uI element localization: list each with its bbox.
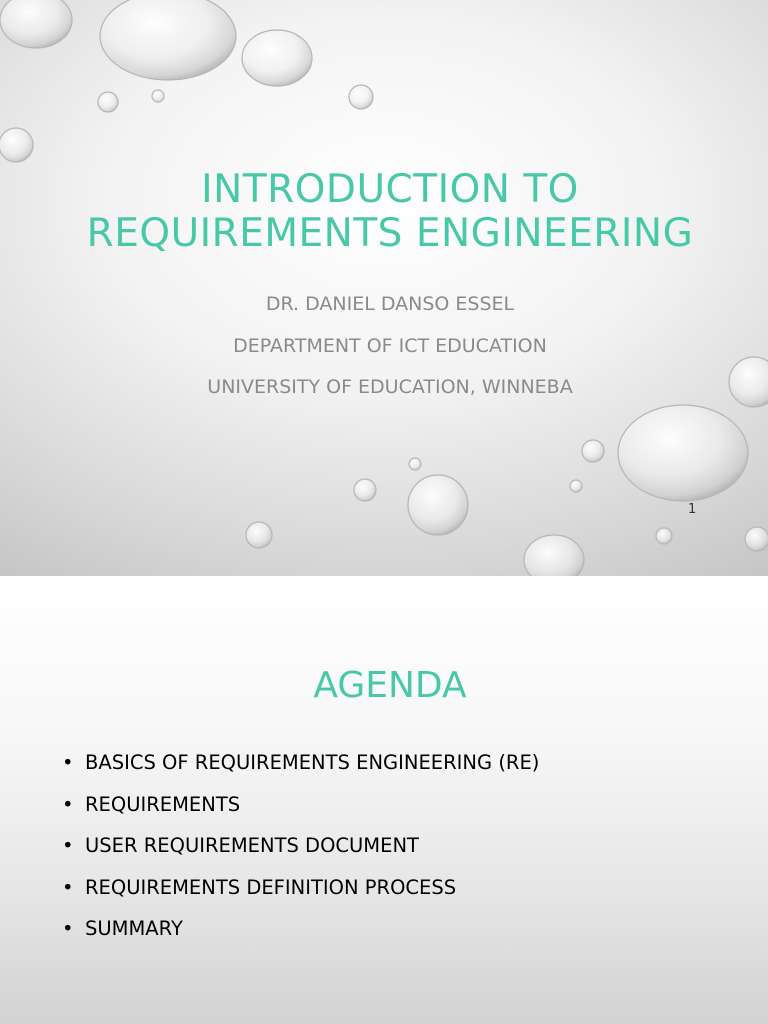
author-name: DR. DANIEL DANSO ESSEL [265, 293, 515, 315]
agenda-slide [0, 580, 768, 1024]
water-drop [0, 0, 72, 48]
water-drop [570, 480, 582, 492]
department-name: DEPARTMENT OF ICT EDUCATION [233, 334, 547, 357]
university-name: UNIVERSITY OF EDUCATION, WINNEBA [207, 376, 573, 398]
water-drop [0, 128, 33, 162]
water-drop [618, 405, 748, 501]
water-drop [409, 458, 421, 470]
agenda-item: • BASICS OF REQUIREMENTS ENGINEERING (RE) [62, 742, 539, 784]
agenda-list [62, 742, 539, 950]
agenda-item: • USER REQUIREMENTS DOCUMENT [62, 825, 539, 867]
water-drop [408, 475, 468, 535]
presentation-title [40, 168, 740, 256]
title-line-2: REQUIREMENTS ENGINEERING [86, 211, 694, 256]
slide-number: 1 [688, 502, 697, 517]
water-drop [582, 440, 604, 462]
agenda-item: • REQUIREMENTS DEFINITION PROCESS [62, 867, 539, 909]
water-drop [745, 527, 768, 551]
water-drop [246, 522, 272, 548]
water-drop [98, 92, 118, 112]
water-drop [152, 90, 164, 102]
agenda-item: • SUMMARY [62, 908, 539, 950]
water-drop [349, 85, 373, 109]
agenda-title: AGENDA [313, 665, 467, 706]
water-drop [100, 0, 236, 80]
water-drop [524, 535, 584, 576]
subtitle-block [40, 284, 740, 409]
water-drop [354, 479, 376, 501]
water-drop [656, 528, 672, 544]
title-line-1: INTRODUCTION TO [201, 167, 579, 212]
agenda-item: • REQUIREMENTS [62, 784, 539, 826]
water-drop [242, 30, 312, 86]
